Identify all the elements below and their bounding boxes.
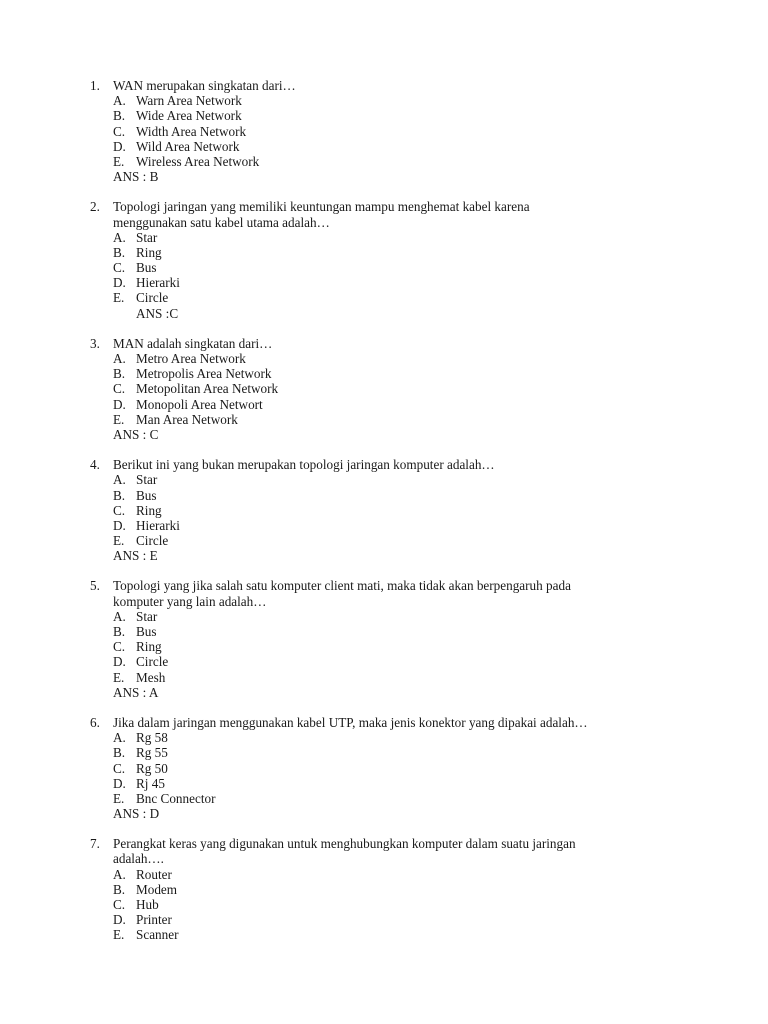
answer-option [113,503,730,518]
answer-option [113,290,730,305]
question-text: menggunakan satu kabel utama adalah… [113,214,330,230]
answer-option [113,927,730,942]
answer-option [113,776,730,791]
option-letter: A. [113,730,126,746]
option-text: Hierarki [136,275,180,291]
question-text: adalah…. [113,851,164,867]
answer-option [113,139,730,154]
option-letter: B. [113,487,126,503]
option-text: Wild Area Network [136,138,240,154]
option-text: Rg 58 [136,730,168,746]
answer-key: ANS : B [113,169,159,185]
option-letter: A. [113,608,126,624]
option-text: Circle [136,290,169,306]
answer-key: ANS : A [113,684,159,700]
option-text: Wireless Area Network [136,153,260,169]
option-text: Scanner [136,927,179,943]
option-text: Printer [136,912,172,928]
option-letter: C. [113,123,126,139]
answer-option [113,897,730,912]
option-letter: A. [113,866,126,882]
answer-option [113,488,730,503]
option-letter: D. [113,138,126,154]
option-letter: E. [113,153,125,169]
option-letter: C. [113,760,126,776]
option-letter: C. [113,897,126,912]
option-text: Star [136,229,158,245]
option-text: Bus [136,624,157,639]
option-text: Man Area Network [136,411,238,427]
answer-option [113,791,730,806]
answer-option [113,245,730,260]
answer-option [113,275,730,290]
option-letter: B. [113,244,126,260]
option-text: Rj 45 [136,775,165,791]
question-text: Topologi yang jika salah satu komputer client mati, maka tidak akan berpengaruh pada [113,578,571,594]
question-item [90,457,730,563]
option-letter: C. [113,639,126,655]
option-letter: E. [113,927,125,943]
answer-option [113,882,730,897]
answer-option [113,761,730,776]
answer-option [113,381,730,396]
answer-option [113,108,730,123]
option-letter: C. [113,502,126,518]
answer-option [113,639,730,654]
option-letter: E. [113,411,125,427]
answer-option [113,230,730,245]
option-text: Metro Area Network [136,351,246,366]
question-number: 5. [90,578,100,594]
option-text: Monopoli Area Networt [136,396,263,412]
answer-option [113,260,730,275]
answer-option [113,472,730,487]
question-number: 7. [90,836,100,852]
option-text: Ring [136,244,162,260]
option-letter: B. [113,108,126,124]
answer-option [113,412,730,427]
question-text: WAN merupakan singkatan dari… [113,78,296,93]
option-letter: A. [113,229,126,245]
option-letter: D. [113,517,126,533]
option-letter: B. [113,624,126,639]
option-text: Hub [136,897,159,912]
option-letter: C. [113,381,126,397]
question-body [113,715,730,821]
option-letter: D. [113,396,126,412]
answer-key: ANS :C [136,305,179,321]
question-body [113,457,730,563]
question-item [90,715,730,821]
option-letter: D. [113,654,126,670]
answer-option [113,518,730,533]
question-body [113,78,730,184]
answer-option [113,654,730,669]
answer-option [113,366,730,381]
option-letter: A. [113,93,126,109]
option-text: Metopolitan Area Network [136,381,279,397]
option-letter: E. [113,290,125,306]
question-list [90,78,730,958]
option-text: Star [136,608,158,624]
answer-key: ANS : E [113,548,158,564]
answer-option [113,624,730,639]
option-text: Modem [136,881,178,897]
option-text: Circle [136,533,169,549]
question-body [113,199,730,321]
question-item [90,199,730,321]
answer-option [113,93,730,108]
question-number: 4. [90,457,100,473]
option-text: Warn Area Network [136,93,242,109]
option-letter: A. [113,351,126,366]
question-text: Perangkat keras yang digunakan untuk menghubungkan komputer dalam suatu jaringan [113,836,576,852]
question-number: 2. [90,199,100,215]
option-text: Wide Area Network [136,108,242,124]
answer-option [113,609,730,624]
option-text: Bus [136,487,157,503]
option-text: Bnc Connector [136,790,216,806]
question-item [90,336,730,442]
option-letter: B. [113,745,126,761]
question-number: 1. [90,78,100,93]
option-text: Rg 50 [136,760,168,776]
question-number: 6. [90,714,100,730]
answer-key: ANS : C [113,426,159,442]
question-text: MAN adalah singkatan dari… [113,335,273,351]
answer-option [113,670,730,685]
option-text: Bus [136,260,157,276]
question-body [113,578,730,700]
answer-key: ANS : D [113,806,160,822]
answer-option [113,533,730,548]
question-text: Topologi jaringan yang memiliki keuntungan mampu menghemat kabel karena [113,199,530,215]
answer-option [113,397,730,412]
option-text: Hierarki [136,517,180,533]
answer-option [113,154,730,169]
question-text: komputer yang lain adalah… [113,593,267,609]
answer-option [113,867,730,882]
question-item [90,78,730,184]
option-letter: B. [113,366,126,382]
question-number: 3. [90,335,100,351]
option-letter: E. [113,790,125,806]
option-letter: D. [113,275,126,291]
answer-option [113,912,730,927]
option-text: Circle [136,654,169,670]
option-text: Rg 55 [136,745,168,761]
option-text: Router [136,866,172,882]
option-text: Mesh [136,669,166,685]
question-text: Jika dalam jaringan menggunakan kabel UTP, maka jenis konektor yang dipakai adalah… [113,714,588,730]
option-letter: A. [113,472,126,488]
option-text: Ring [136,639,162,655]
question-body [113,336,730,442]
question-item [90,836,730,942]
option-letter: C. [113,260,126,276]
question-body [113,836,730,942]
option-letter: B. [113,881,126,897]
answer-option [113,745,730,760]
option-letter: E. [113,533,125,549]
answer-option [113,730,730,745]
answer-option [113,124,730,139]
option-text: Metropolis Area Network [136,366,272,382]
option-text: Star [136,472,158,488]
answer-option [113,351,730,366]
option-letter: D. [113,912,126,928]
option-letter: D. [113,775,126,791]
option-text: Ring [136,502,162,518]
question-item [90,578,730,700]
option-letter: E. [113,669,125,685]
option-text: Width Area Network [136,123,247,139]
question-text: Berikut ini yang bukan merupakan topologi jaringan komputer adalah… [113,457,495,473]
